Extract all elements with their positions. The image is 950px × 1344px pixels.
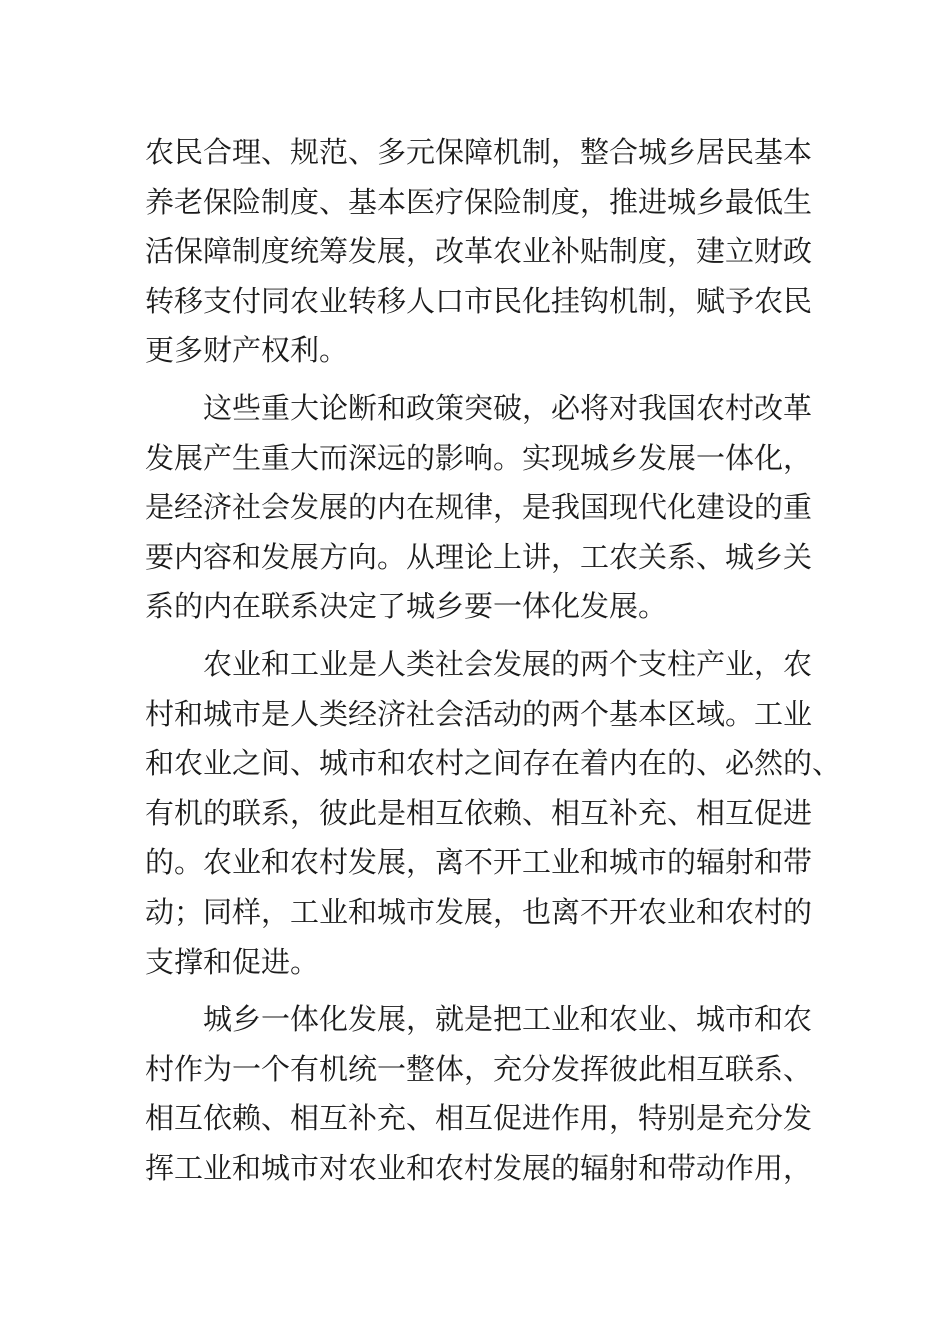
paragraph-line: 城乡一体化发展，就是把工业和农业、城市和农 [145,1002,813,1037]
paragraph-line: 挥工业和城市对农业和农村发展的辐射和带动作用， [145,1150,813,1185]
paragraph-line: 相互依赖、相互补充、相互促进作用，特别是充分发 [145,1101,813,1136]
paragraph-line: 村作为一个有机统一整体，充分发挥彼此相互联系、 [145,1051,813,1086]
document-body [145,128,842,1193]
paragraph-line: 更多财产权利。 [145,333,349,368]
paragraph-line: 农民合理、规范、多元保障机制，整合城乡居民基本 [145,135,813,169]
paragraph-line: 动；同样，工业和城市发展，也离不开农业和农村的 [145,894,813,929]
paragraph-line: 转移支付同农业转移人口市民化挂钩机制，赋予农民 [145,283,813,318]
paragraph-line: 系的内在联系决定了城乡要一体化发展。 [145,589,668,624]
paragraph-line: 的。农业和农村发展，离不开工业和城市的辐射和带 [145,845,813,880]
paragraph-line: 村和城市是人类经济社会活动的两个基本区域。工业 [145,696,813,731]
paragraph-1 [145,128,817,376]
paragraph-line: 养老保险制度、基本医疗保险制度，推进城乡最低生 [145,184,813,219]
paragraph-line: 要内容和发展方向。从理论上讲，工农关系、城乡关 [145,539,813,574]
paragraph-3 [145,640,842,987]
paragraph-4 [145,995,817,1193]
paragraph-line: 农业和工业是人类社会发展的两个支柱产业，农 [145,646,813,681]
paragraph-2 [145,384,817,632]
paragraph-line: 发展产生重大而深远的影响。实现城乡发展一体化， [145,440,813,475]
paragraph-line: 活保障制度统筹发展，改革农业补贴制度，建立财政 [145,234,813,269]
paragraph-line: 支撑和促进。 [145,944,320,979]
paragraph-line: 是经济社会发展的内在规律，是我国现代化建设的重 [145,490,813,525]
paragraph-line: 有机的联系，彼此是相互依赖、相互补充、相互促进 [145,795,813,830]
paragraph-spacer [145,376,817,384]
paragraph-line: 这些重大论断和政策突破，必将对我国农村改革 [145,390,813,425]
paragraph-line: 和农业之间、城市和农村之间存在着内在的、必然的、 [145,746,842,781]
paragraph-spacer [145,632,817,640]
paragraph-spacer [145,987,817,995]
